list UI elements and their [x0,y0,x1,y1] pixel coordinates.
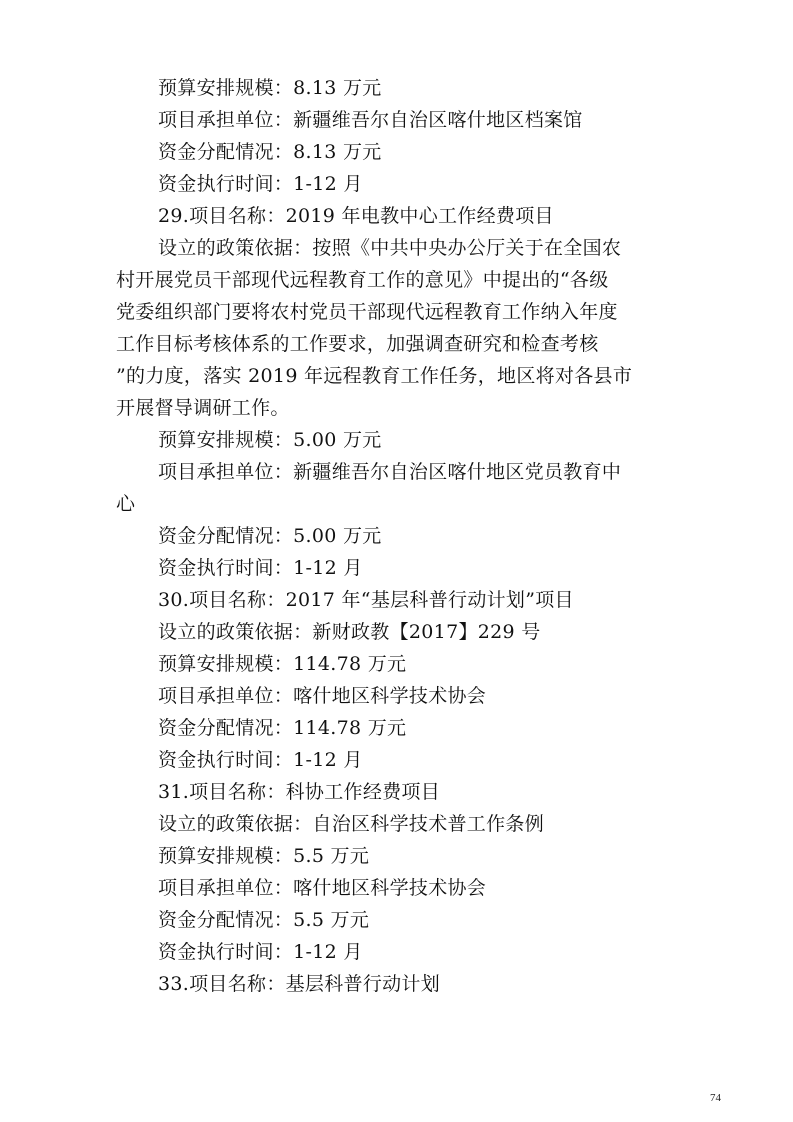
project-heading: 29.项目名称：2019 年电教中心工作经费项目 [158,205,554,227]
page-number: 74 [710,1092,721,1104]
document-body [116,72,682,1000]
text-line: ”的力度，落实 2019 年远程教育工作任务，地区将对各县市 [116,365,633,387]
text-line: 设立的政策依据：按照《中共中央办公厅关于在全国农 [158,237,622,259]
project-heading: 30.项目名称：2017 年“基层科普行动计划”项目 [158,589,574,611]
text-line: 村开展党员干部现代远程教育工作的意见》中提出的“各级 [116,269,609,291]
text-line: 资金分配情况：8.13 万元 [158,141,382,163]
text-line: 心 [116,493,136,515]
text-line: 资金执行时间：1-12 月 [158,941,363,963]
text-line: 设立的政策依据：自治区科学技术普工作条例 [158,813,545,835]
text-line: 项目承担单位：喀什地区科学技术协会 [158,685,487,707]
text-line: 资金分配情况：5.00 万元 [158,525,382,547]
text-line: 设立的政策依据：新财政教【2017】229 号 [158,621,541,643]
text-line: 资金分配情况：114.78 万元 [158,717,407,739]
text-line: 项目承担单位：新疆维吾尔自治区喀什地区档案馆 [158,109,583,131]
text-line: 预算安排规模：114.78 万元 [158,653,407,675]
text-line: 预算安排规模：5.5 万元 [158,845,370,867]
text-line: 项目承担单位：喀什地区科学技术协会 [158,877,487,899]
text-line: 开展督导调研工作。 [116,397,290,419]
text-line: 项目承担单位：新疆维吾尔自治区喀什地区党员教育中 [158,461,622,483]
project-heading: 31.项目名称：科协工作经费项目 [158,781,441,803]
text-line: 预算安排规模：8.13 万元 [158,77,382,99]
text-line: 预算安排规模：5.00 万元 [158,429,382,451]
text-line: 资金分配情况：5.5 万元 [158,909,370,931]
text-line: 工作目标考核体系的工作要求，加强调查研究和检查考核 [116,333,599,355]
project-heading: 33.项目名称：基层科普行动计划 [158,973,441,995]
text-line: 党委组织部门要将农村党员干部现代远程教育工作纳入年度 [116,301,618,323]
text-line: 资金执行时间：1-12 月 [158,749,363,771]
text-line: 资金执行时间：1-12 月 [158,557,363,579]
text-line: 资金执行时间：1-12 月 [158,173,363,195]
